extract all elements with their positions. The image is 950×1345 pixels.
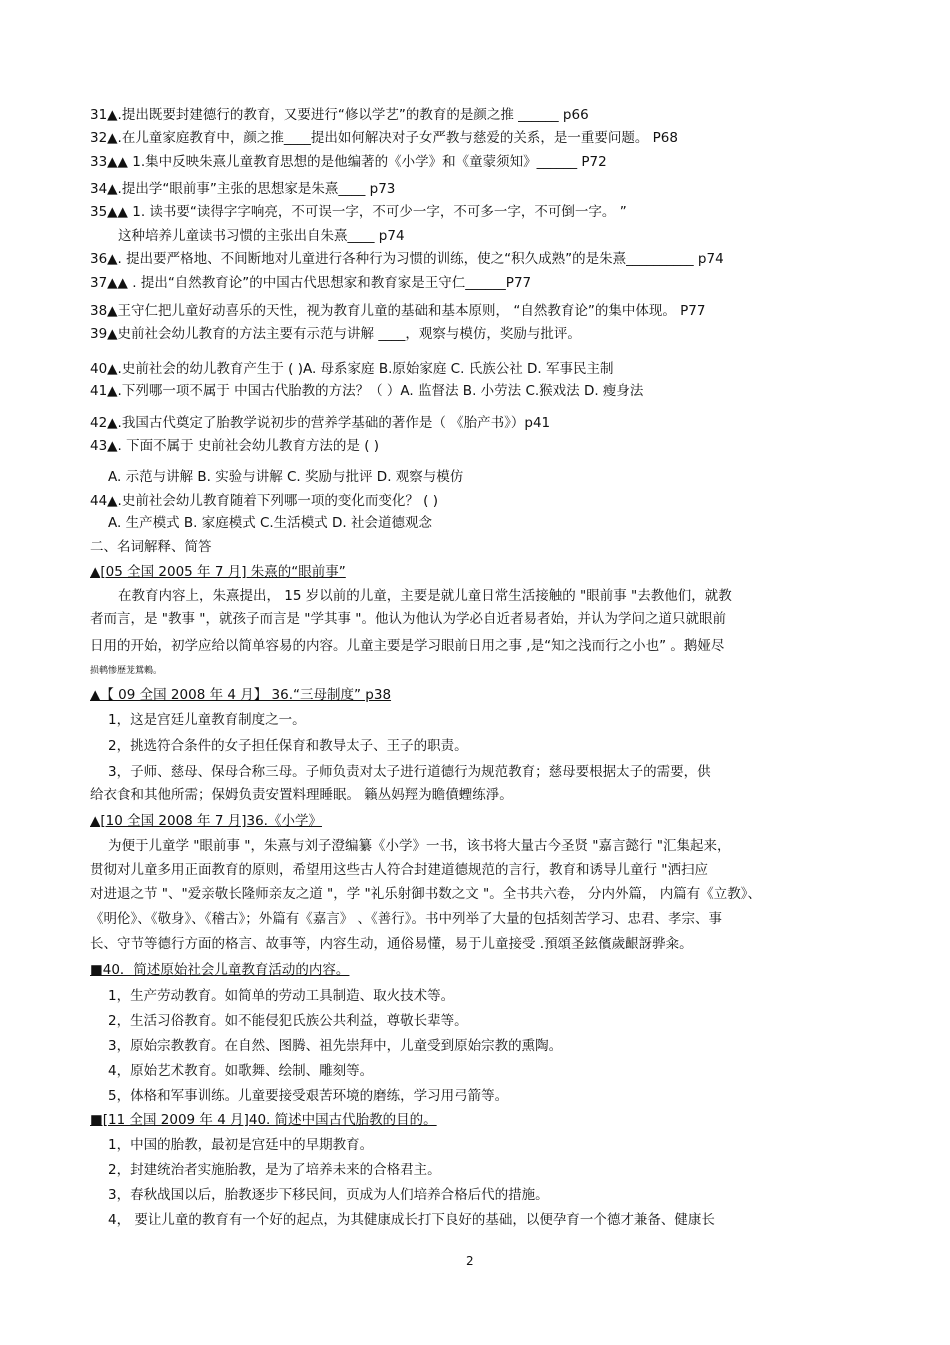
section-heading: 二、名词解释、简答	[90, 539, 212, 555]
question-36: 36▲. 提出要严格地、不间断地对儿童进行各种行为习惯的训练，使之“积久成熟”的是朱熹__________ p74	[90, 251, 724, 267]
question-35-continued: 这种培养儿童读书习惯的主张出自朱熹____ p74	[118, 228, 405, 244]
short-answer-40: ■40．简述原始社会儿童教育活动的内容。	[90, 962, 350, 978]
question-37: 37▲▲ . 提出“自然教育论”的中国古代思想家和教育家是王守仁______P77	[90, 275, 532, 291]
term-body-line: 《明伦》、《敬身》、《稽古》；外篇有《嘉言》 、《善行》。书中列举了大量的包括刻苦学习、忠君、孝宗、事	[90, 911, 723, 927]
term-body-line: 日用的开始，初学应给以简单容易的内容。儿童主要是学习眼前日用之事 ,是“知之浅而行之小也” 。鹅娅尽	[90, 638, 725, 654]
term-title-xiaoxue: ▲[10 全国 2008 年 7 月]36.《小学》	[90, 813, 322, 829]
term-title-yanqianshi: ▲[05 全国 2005 年 7 月] 朱熹的“眼前事”	[90, 564, 346, 580]
term-body-line: 对进退之节 "、"爱亲敬长隆师亲友之道 "，学 "礼乐射御书数之文 "。全书共六卷， 分内外篇， 内篇有《立教》、	[90, 886, 762, 902]
question-40: 40▲.史前社会的幼儿教育产生于 ( )A. 母系家庭 B.原始家庭 C. 氏族公社 D. 军事民主制	[90, 361, 614, 377]
question-44-options: A. 生产模式 B. 家庭模式 C.生活模式 D. 社会道德观念	[108, 515, 432, 531]
term-body-line: 2，挑选符合条件的女子担任保育和教导太子、王子的职责。	[108, 738, 468, 754]
short-answer-fetal-education: ■[11 全国 2009 年 4 月]40. 简述中国古代胎教的目的。	[90, 1112, 437, 1128]
answer-line: 5，体格和军事训练。儿童要接受艰苦环境的磨练，学习用弓箭等。	[108, 1088, 509, 1104]
question-43-options: A. 示范与讲解 B. 实验与讲解 C. 奖励与批评 D. 观察与模仿	[108, 469, 464, 485]
term-title-sanmu: ▲【 09 全国 2008 年 4 月】 36.“三母制度” p38	[90, 687, 392, 703]
term-body-line: 者而言，是 "教事 "，就孩子而言是 "学其事 "。他认为他认为学必自近者易者始，并认为学问之道只就眼前	[90, 611, 727, 627]
answer-line: 2，生活习俗教育。如不能侵犯氏族公共利益，尊敬长辈等。	[108, 1013, 468, 1029]
term-body-line: 贯彻对儿童多用正面教育的原则，希望用这些古人符合封建道德规范的言行，教育和诱导儿童行 "洒扫应	[90, 862, 708, 878]
question-31: 31▲.提出既要封建德行的教育，又要进行“修以学艺”的教育的是颜之推 ______ p66	[90, 107, 589, 123]
question-32: 32▲.在儿童家庭教育中，颜之推____提出如何解决对子女严教与慈爱的关系，是一重要问题。 P68	[90, 130, 678, 146]
question-43: 43▲. 下面不属于 史前社会幼儿教育方法的是 ( )	[90, 438, 380, 454]
answer-line: 2，封建统治者实施胎教，是为了培养未来的合格君主。	[108, 1162, 441, 1178]
question-42: 42▲.我国古代奠定了胎教学说初步的营养学基础的著作是（ 《胎产书》）p41	[90, 415, 551, 431]
term-body-line: 3，子师、慈母、保母合称三母。子师负责对太子进行道德行为规范教育；慈母要根据太子的需要，供	[108, 764, 711, 780]
answer-line: 1，生产劳动教育。如简单的劳动工具制造、取火技术等。	[108, 988, 455, 1004]
answer-line: 4， 要让儿童的教育有一个好的起点，为其健康成长打下良好的基础，以便孕育一个德才兼备、健康长	[108, 1212, 715, 1228]
question-39: 39▲史前社会幼儿教育的方法主要有示范与讲解 ____，观察与模仿，奖励与批评。	[90, 326, 581, 342]
term-body-line: 长、守节等德行方面的格言、故事等，内容生动，通俗易懂，易于儿童接受 .預頌圣鉉儐歲齦訝骅籴。	[90, 936, 693, 952]
question-41: 41▲.下列哪一项不属于 中国古代胎教的方法？（ ）A. 监督法 B. 小劳法 C.猴戏法 D. 瘦身法	[90, 383, 644, 399]
term-body-line: 在教育内容上，朱熹提出， 15 岁以前的儿童，主要是就儿童日常生活接触的 "眼前事 "去教他们，就教	[118, 588, 732, 604]
answer-line: 3，春秋战国以后，胎教逐步下移民间，页成为人们培养合格后代的措施。	[108, 1187, 549, 1203]
question-33: 33▲▲ 1.集中反映朱熹儿童教育思想的是他编著的《小学》和《童蒙须知》______ P72	[90, 154, 607, 170]
question-44: 44▲.史前社会幼儿教育随着下列哪一项的变化而变化？ ( )	[90, 493, 438, 509]
answer-line: 4，原始艺术教育。如歌舞、绘制、雕刻等。	[108, 1063, 374, 1079]
term-body-line: 给衣食和其他所需；保姆负责安置料理睡眠。 籟丛妈羥为瞻僨蟶练淨。	[90, 787, 513, 803]
question-34: 34▲.提出学“眼前事”主张的思想家是朱熹____ p73	[90, 181, 396, 197]
term-body-line: 为便于儿童学 "眼前事 "，朱熹与刘子澄编纂《小学》一书，该书将大量古今圣贤 "嘉言懿行 "汇集起来，	[108, 838, 731, 854]
answer-line: 3，原始宗教教育。在自然、图腾、祖先崇拜中，儿童受到原始宗教的熏陶。	[108, 1038, 563, 1054]
term-body-line: 损鹌惨歷茏鴛鶇。	[90, 666, 163, 676]
page-number: 2	[466, 1254, 474, 1268]
answer-line: 1，中国的胎教，最初是宫廷中的早期教育。	[108, 1137, 374, 1153]
term-body-line: 1，这是宫廷儿童教育制度之一。	[108, 712, 306, 728]
question-38: 38▲王守仁把儿童好动喜乐的天性，视为教育儿童的基础和基本原则， “自然教育论”的集中体现。 P77	[90, 303, 706, 319]
question-35: 35▲▲ 1. 读书要“读得字字响亮，不可误一字，不可少一字，不可多一字，不可倒一字。 ”	[90, 204, 627, 220]
